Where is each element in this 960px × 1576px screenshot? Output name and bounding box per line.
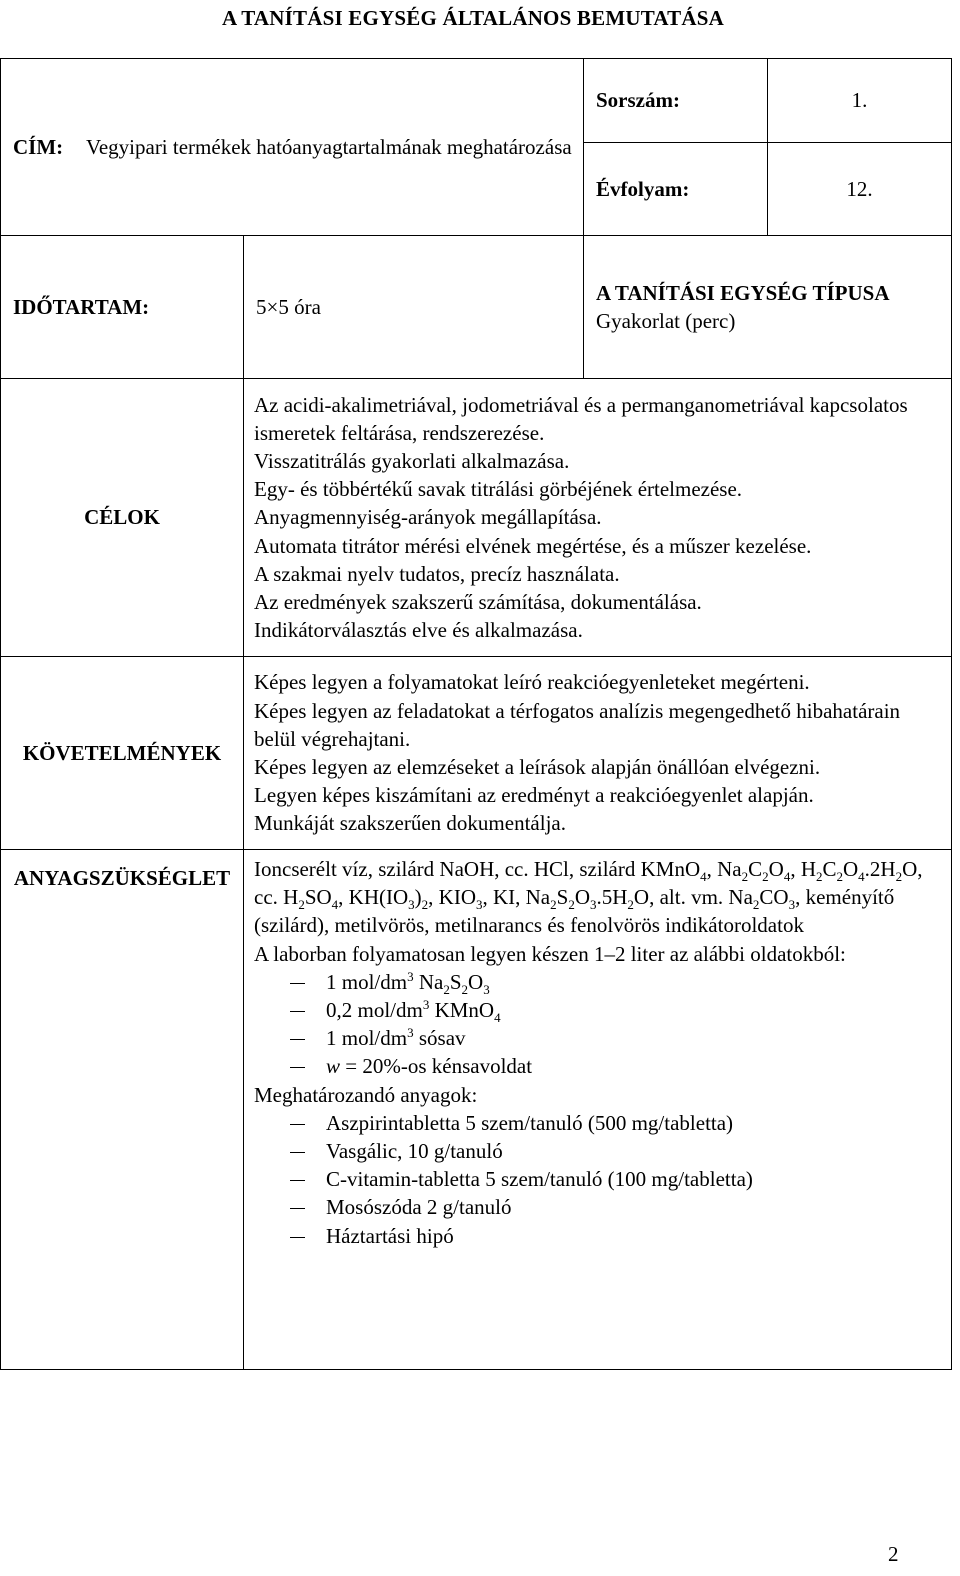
solution-item: w = 20%-os kénsavoldat: [254, 1052, 945, 1080]
anyagszukseglet-label: ANYAGSZÜKSÉGLET: [1, 850, 244, 1370]
cim-cell: [1, 59, 584, 236]
celok-item: Anyagmennyiség-arányok megállapítása.: [254, 505, 602, 530]
anyagszukseglet-content: [244, 850, 952, 1370]
celok-item: Automata titrátor mérési elvének megértése, és a műszer kezelése.: [254, 533, 812, 558]
kovetelmeny-item: Képes legyen az elemzéseket a leírások alapján önállóan elvégezni.: [254, 755, 821, 779]
solutions-list: [254, 968, 945, 1081]
evfolyam-value: 12.: [768, 143, 952, 236]
celok-label: CÉLOK: [1, 379, 244, 657]
sample-item: Háztartási hipó: [254, 1222, 945, 1250]
laborban-text: A laborban folyamatosan legyen készen 1–2 liter az alábbi oldatokból:: [254, 941, 846, 966]
evfolyam-label: Évfolyam:: [584, 143, 768, 236]
solution-item: 0,2 mol/$dm^3$ KMnO$_4$: [254, 996, 945, 1024]
kovetelmeny-item: Munkáját szakszerűen dokumentálja.: [254, 811, 566, 836]
sorszam-value: 1.: [768, 59, 952, 143]
celok-item: A szakmai nyelv tudatos, precíz használata.: [254, 561, 620, 586]
page-number: 2: [888, 1542, 899, 1566]
kovetelmeny-item: Képes legyen az feladatokat a térfogatos analízis megengedhető hibahatárain belül végrehajtani.: [254, 698, 901, 751]
chemicals-list: Ioncserélt víz, szilárd NaOH, cc. HCl, szilárd KMnO$_4$, $Na_2C_2O_4$, $H_2C_2O_4.2H_2O$, cc. $H_2SO_4$, $KH(IO_3)_2$, $KIO_3$, KI, $Na_2S_2O_3.5H_2O$, alt. vm. $Na_2CO_3$, keményítő (szilárd), metilvörös, metilnarancs és fenolvörös indikátoroldatok: [254, 857, 923, 938]
sample-item: Mosószóda 2 g/tanuló: [254, 1193, 945, 1221]
meghatarozando-label: Meghatározandó anyagok:: [254, 1082, 478, 1107]
sample-item: Aszpirintabletta 5 szem/tanuló (500 mg/tabletta): [254, 1109, 945, 1137]
kovetelmenyek-content: [244, 657, 952, 850]
kovetelmenyek-label: KÖVETELMÉNYEK: [1, 657, 244, 850]
idotartam-label: IDŐTARTAM:: [1, 236, 244, 379]
tipus-cell: [584, 236, 952, 379]
celok-content: [244, 379, 952, 657]
lesson-overview-table: [0, 58, 952, 1370]
cim-value: Vegyipari termékek hatóanyagtartalmának meghatározása: [86, 135, 572, 159]
meghatarozando-list: [254, 1109, 945, 1250]
sample-item: Vasgálic, 10 g/tanuló: [254, 1137, 945, 1165]
kovetelmeny-item: Legyen képes kiszámítani az eredményt a reakcióegyenlet alapján.: [254, 783, 814, 808]
sorszam-label: Sorszám:: [584, 59, 768, 143]
idotartam-value: 5×5 óra: [244, 236, 584, 379]
sample-item: C-vitamin-tabletta 5 szem/tanuló (100 mg/tabletta): [254, 1165, 945, 1193]
solution-item: 1 mol/$dm^3$ $Na_2S_2O_3$: [254, 968, 945, 996]
celok-item: Az acidi-akalimetriával, jodometriával és a permanganometriával kapcsolatos ismeretek feltárása, rendszerezése.: [254, 392, 908, 445]
celok-item: Indikátorválasztás elve és alkalmazása.: [254, 618, 583, 643]
document-title: A TANÍTÁSI EGYSÉG ÁLTALÁNOS BEMUTATÁSA: [221, 6, 724, 30]
celok-item: Egy- és többértékű savak titrálási görbéjének értelmezése.: [254, 477, 743, 502]
kovetelmeny-item: Képes legyen a folyamatokat leíró reakcióegyenleteket megérteni.: [254, 670, 810, 695]
tipus-label: A TANÍTÁSI EGYSÉG TÍPUSA: [596, 281, 890, 305]
cim-label: CÍM:: [13, 135, 64, 159]
solution-item: 1 mol/$dm^3$ sósav: [254, 1024, 945, 1052]
celok-item: Az eredmények szakszerű számítása, dokumentálása.: [254, 590, 702, 614]
tipus-value: Gyakorlat (perc): [596, 309, 736, 333]
celok-item: Visszatitrálás gyakorlati alkalmazása.: [254, 448, 570, 473]
